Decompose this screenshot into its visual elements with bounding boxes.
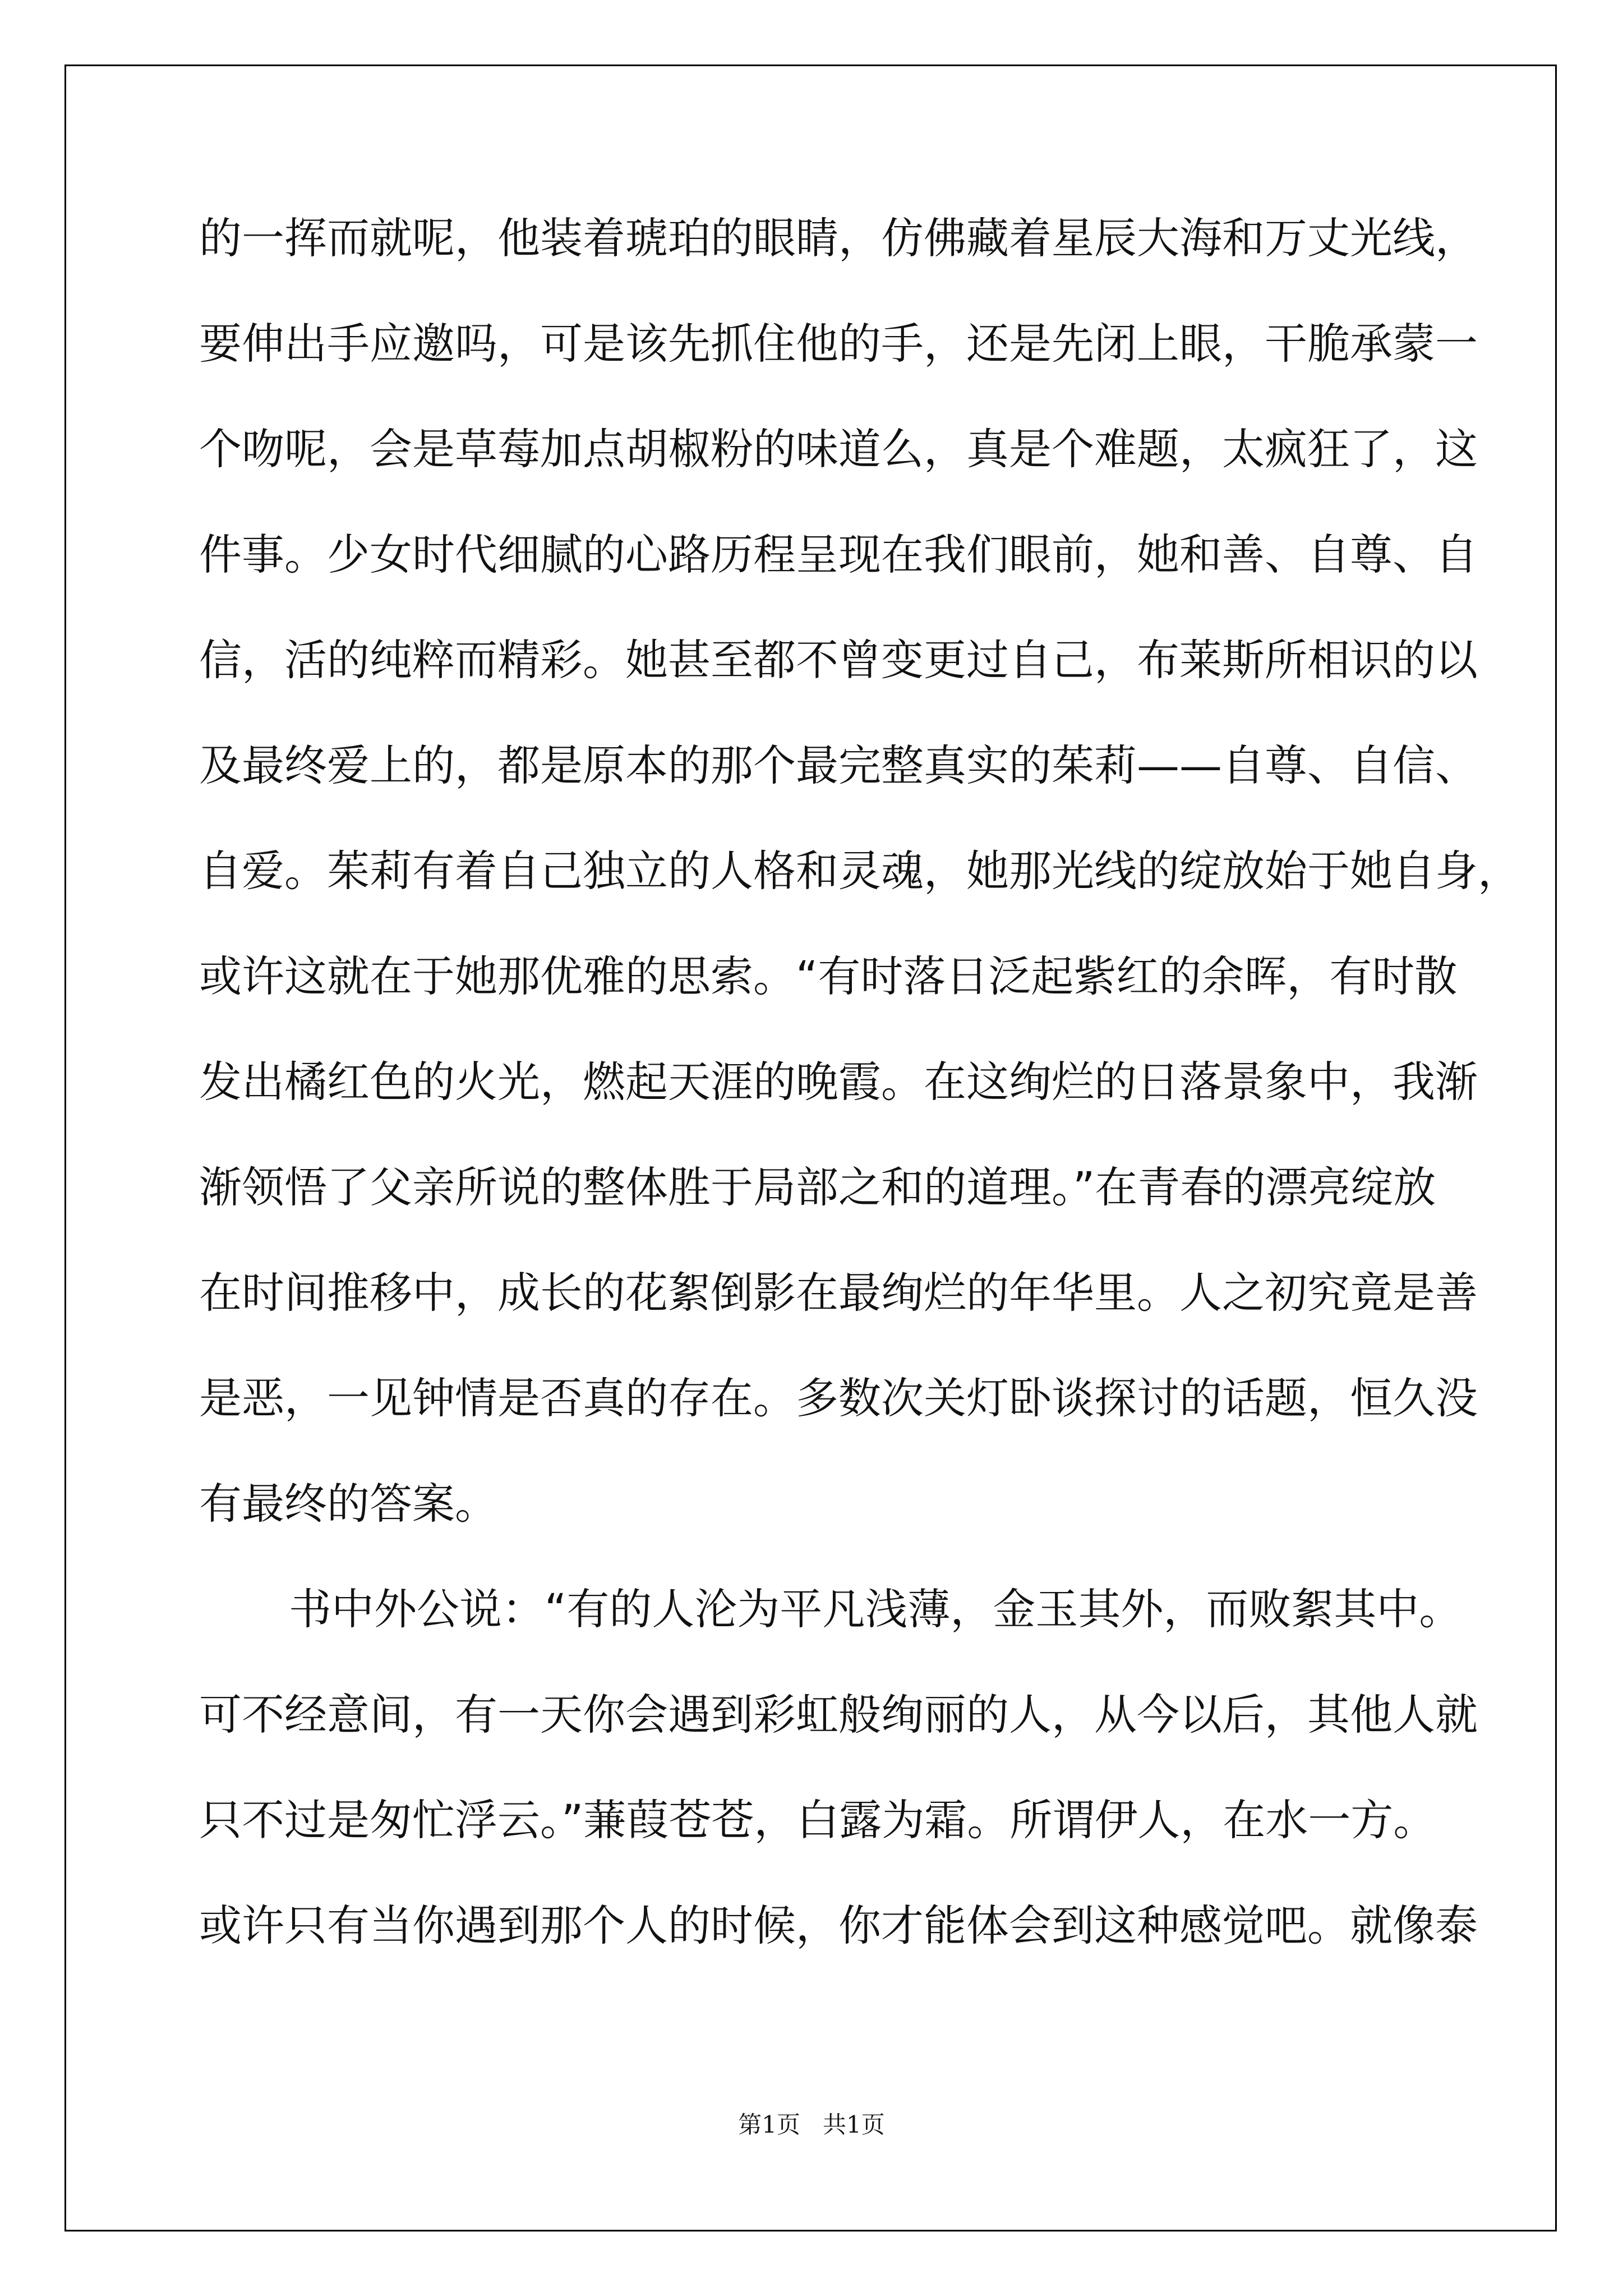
text-line: 发出橘红色的火光，燃起天涯的晚霞。在这绚烂的日落景象中，我渐 [199, 1057, 1478, 1107]
paragraph-start-line: 书中外公说：“有的人沦为平凡浅薄，金玉其外，而败絮其中。 [289, 1584, 1462, 1634]
text-line: 自爱。茱莉有着自己独立的人格和灵魂，她那光线的绽放始于她自身， [199, 846, 1520, 896]
text-line: 个吻呢，会是草莓加点胡椒粉的味道么，真是个难题，太疯狂了，这 [199, 424, 1478, 474]
page-footer [0, 2106, 1623, 2140]
text-line: 渐领悟了父亲所说的整体胜于局部之和的道理。”在青春的漂亮绽放 [199, 1162, 1436, 1212]
text-line: 或许这就在于她那优雅的思索。“有时落日泛起紫红的余晖，有时散 [199, 951, 1458, 1001]
text-line: 有最终的答案。 [199, 1479, 497, 1529]
document-body [199, 208, 1520, 2000]
page-number: 第1页 [738, 2111, 800, 2138]
text-line: 的一挥而就呢，他装着琥珀的眼睛，仿佛藏着星辰大海和万丈光线， [199, 213, 1478, 263]
text-line: 在时间推移中，成长的花絮倒影在最绚烂的年华里。人之初究竟是善 [199, 1268, 1478, 1318]
text-line: 只不过是匆忙浮云。”蒹葭苍苍，白露为霜。所谓伊人，在水一方。 [199, 1795, 1436, 1845]
text-line: 件事。少女时代细腻的心路历程呈现在我们眼前，她和善、自尊、自 [199, 530, 1478, 579]
text-line: 可不经意间，有一天你会遇到彩虹般绚丽的人，从今以后，其他人就 [199, 1690, 1478, 1740]
text-line: 及最终爱上的，都是原本的那个最完整真实的茱莉——自尊、自信、 [199, 740, 1478, 790]
text-line: 是恶，一见钟情是否真的存在。多数次关灯卧谈探讨的话题，恒久没 [199, 1373, 1478, 1423]
text-line: 要伸出手应邀吗，可是该先抓住他的手，还是先闭上眼，干脆承蒙一 [199, 319, 1478, 369]
page-total: 共1页 [823, 2111, 885, 2138]
text-line: 信，活的纯粹而精彩。她甚至都不曾变更过自己，布莱斯所相识的以 [199, 635, 1478, 685]
text-line: 或许只有当你遇到那个人的时候，你才能体会到这种感觉吧。就像泰 [199, 1901, 1478, 1950]
